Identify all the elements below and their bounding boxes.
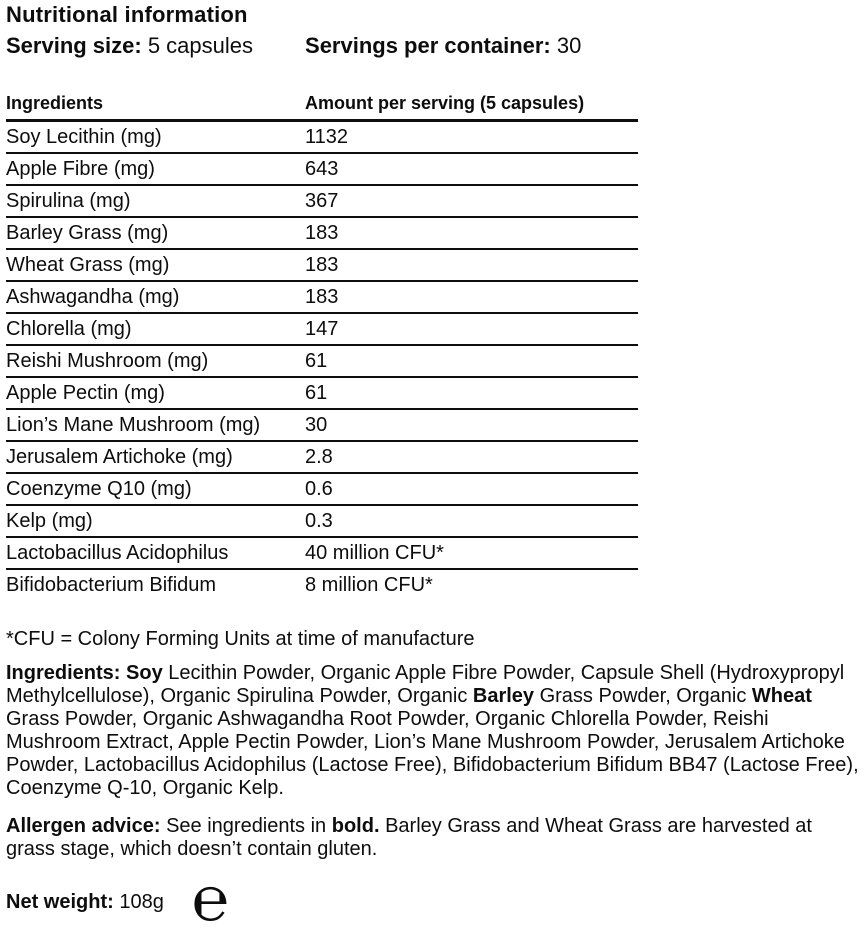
text-segment: Grass Powder, Organic Ashwagandha Root Powder, Organic Chlorella Powder, Reishi Mushroom Extract, Apple Pectin Powder, Lion’s Mane Mushroom Powder, Jerusalem Artichoke Powder, Lactobacillus Acidophilus (Lactose Free), Bifidobacterium Bifidum BB47 (Lactose Free), Coenzyme Q-10, Organic Kelp. bbox=[6, 708, 859, 799]
ingredient-name: Soy Lecithin (mg) bbox=[6, 125, 162, 148]
table-row bbox=[6, 122, 638, 154]
net-weight-value: 108g bbox=[113, 890, 164, 913]
servings-per-container-value: 30 bbox=[550, 33, 582, 58]
ingredient-name: Coenzyme Q10 (mg) bbox=[6, 477, 192, 500]
bold-text-segment: Allergen advice: bbox=[6, 815, 161, 837]
ingredients-table bbox=[6, 93, 638, 600]
servings-per-container bbox=[305, 33, 581, 59]
table-row bbox=[6, 154, 638, 186]
ingredient-amount: 30 bbox=[305, 413, 328, 436]
net-weight bbox=[6, 891, 164, 914]
column-header-ingredients: Ingredients bbox=[6, 93, 104, 113]
servings-per-container-label: Servings per container: bbox=[305, 33, 551, 58]
ingredient-amount: 643 bbox=[305, 157, 339, 180]
serving-info bbox=[6, 33, 861, 59]
net-weight-label: Net weight: bbox=[6, 890, 114, 913]
table-row bbox=[6, 314, 638, 346]
ingredient-name: Reishi Mushroom (mg) bbox=[6, 349, 209, 372]
table-row bbox=[6, 570, 638, 600]
ingredient-name: Lion’s Mane Mushroom (mg) bbox=[6, 413, 261, 436]
table-row bbox=[6, 538, 638, 570]
table-row bbox=[6, 442, 638, 474]
ingredient-amount: 183 bbox=[305, 221, 339, 244]
column-header-amount: Amount per serving (5 capsules) bbox=[305, 93, 585, 113]
ingredient-name: Lactobacillus Acidophilus bbox=[6, 541, 229, 564]
ingredient-name: Wheat Grass (mg) bbox=[6, 253, 170, 276]
ingredient-amount: 183 bbox=[305, 253, 339, 276]
ingredient-amount: 1132 bbox=[305, 125, 349, 148]
serving-size-label: Serving size: bbox=[6, 33, 142, 58]
ingredient-amount: 0.3 bbox=[305, 509, 333, 532]
ingredient-amount: 183 bbox=[305, 285, 339, 308]
ingredient-name: Chlorella (mg) bbox=[6, 317, 132, 340]
net-weight-row bbox=[6, 865, 861, 934]
bold-text-segment: Barley bbox=[472, 685, 535, 707]
allergen-paragraph bbox=[6, 815, 862, 861]
table-header-row bbox=[6, 93, 638, 122]
cfu-footnote: *CFU = Colony Forming Units at time of manufacture bbox=[6, 628, 475, 650]
ingredient-name: Barley Grass (mg) bbox=[6, 221, 169, 244]
table-row bbox=[6, 346, 638, 378]
serving-size-value: 5 capsules bbox=[141, 33, 254, 58]
ingredient-name: Apple Fibre (mg) bbox=[6, 157, 155, 180]
estimated-symbol-icon: ℮ bbox=[191, 865, 230, 934]
table-row bbox=[6, 218, 638, 250]
ingredient-amount: 40 million CFU* bbox=[305, 541, 444, 564]
table-row bbox=[6, 186, 638, 218]
text-segment: Lecithin Powder, Organic Apple Fibre Powder, Capsule Shell (Hydroxypropyl Methylcellulose), Organic Spirulina Powder, Organic bbox=[6, 662, 845, 707]
ingredient-name: Bifidobacterium Bifidum bbox=[6, 573, 217, 596]
ingredient-name: Jerusalem Artichoke (mg) bbox=[6, 445, 233, 468]
ingredient-name: Kelp (mg) bbox=[6, 509, 93, 532]
ingredient-amount: 61 bbox=[305, 349, 328, 372]
serving-size bbox=[6, 33, 253, 59]
ingredient-amount: 367 bbox=[305, 189, 339, 212]
ingredient-name: Spirulina (mg) bbox=[6, 189, 131, 212]
ingredient-amount: 8 million CFU* bbox=[305, 573, 433, 596]
bold-text-segment: Ingredients: Soy bbox=[6, 662, 163, 684]
ingredients-table-body bbox=[6, 122, 638, 600]
text-segment: Grass Powder, Organic bbox=[534, 685, 752, 707]
bold-text-segment: bold. bbox=[331, 815, 380, 837]
table-row bbox=[6, 250, 638, 282]
table-row bbox=[6, 474, 638, 506]
table-row bbox=[6, 378, 638, 410]
ingredient-name: Ashwagandha (mg) bbox=[6, 285, 180, 308]
ingredient-amount: 61 bbox=[305, 381, 328, 404]
bold-text-segment: Wheat bbox=[751, 685, 812, 707]
text-segment: See ingredients in bbox=[160, 815, 332, 837]
ingredient-amount: 147 bbox=[305, 317, 339, 340]
ingredients-paragraph bbox=[6, 662, 862, 800]
ingredient-amount: 2.8 bbox=[305, 445, 333, 468]
table-row bbox=[6, 282, 638, 314]
table-row bbox=[6, 506, 638, 538]
page-title: Nutritional information bbox=[6, 2, 248, 27]
table-row bbox=[6, 410, 638, 442]
ingredient-name: Apple Pectin (mg) bbox=[6, 381, 165, 404]
text-segment: Barley Grass and Wheat Grass are harvested at grass stage, which doesn’t contain gluten. bbox=[6, 815, 812, 860]
ingredient-amount: 0.6 bbox=[305, 477, 333, 500]
